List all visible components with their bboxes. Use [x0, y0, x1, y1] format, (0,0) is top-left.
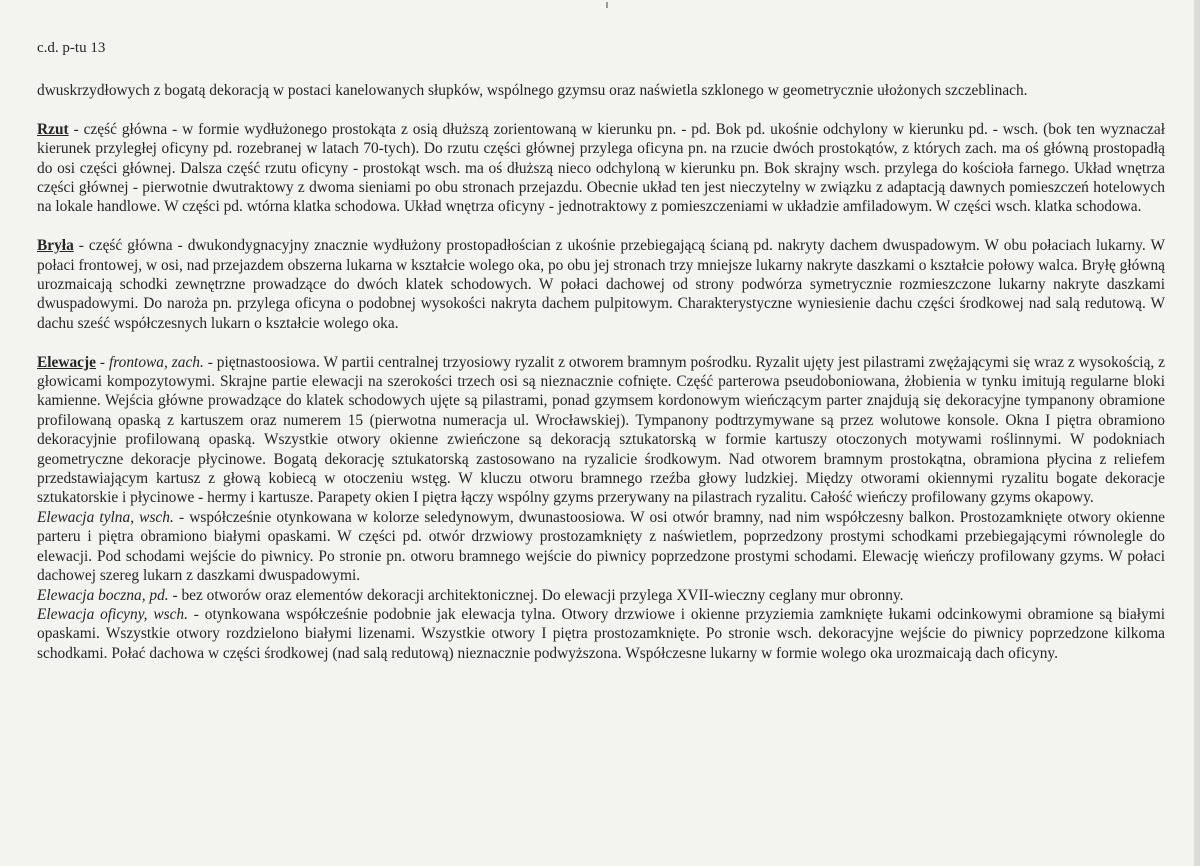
boczna-label: Elewacja boczna, pd. [37, 586, 169, 604]
elewacja-boczna-paragraph [37, 586, 1165, 605]
elewacje-heading: Elewacje [37, 353, 96, 371]
rzut-text: - część główna - w formie wydłużonego prostokąta z osią dłuższą zorientowaną w kierunku pn. - pd. Bok pd. ukośnie odchylony w kierunku pd. - wsch. (bok ten wyznaczał kierunek przyległej oficyny pd. rozebranej w latach 70-tych). Do rzutu części głównej przylega oficyna pn. na rzucie dwóch prostokątów, z których zach. ma oś główną prostopadłą do osi części głównej. Dalsza część rzutu oficyny - prostokąt wsch. ma oś dłuższą nieco odchyloną w kierunku pn. Bok skrajny wsch. przylega do kościoła farnego. Układ wnętrza części głównej - pierwotnie dwutraktowy z dwoma sieniami po obu stronach przejazdu. Obecnie układ ten jest nieczytelny w związku z adaptacją dawnych pomieszczeń hotelowych na lokale handlowe. W części pd. wtórna klatka schodowa. Układ wnętrza oficyny - jednotraktowy z pomieszczeniami w układzie amfiladowym. W części wsch. klatka schodowa. [37, 120, 1165, 216]
frontowa-label: frontowa, zach. [108, 353, 204, 371]
oficyny-text: - otynkowana współcześnie podobnie jak elewacja tylna. Otwory drzwiowe i okienne przyziemia zamknięte łukami odcinkowymi obramione są białymi opaskami. Wszystkie otwory rozdzielono białymi lizenami. Wszystkie otwory I piętra prostozamknięte. Po stronie wsch. dekoracyjne wejście do piwnicy poprzedzone kilkoma schodkami. Połać dachowa w części środkowej (nad salą redutową) nieznacznie podwyższona. Współczesne lukarny w formie wolego oka urozmaicają dach oficyny. [37, 605, 1165, 662]
intro-paragraph: dwuskrzydłowych z bogatą dekoracją w postaci kanelowanych słupków, wspólnego gzymsu oraz naświetla szklonego w geometrycznie ułożonych szczeblinach. [37, 82, 1028, 99]
bryla-heading: Bryła [37, 237, 74, 255]
frontowa-text: - piętnastoosiowa. W partii centralnej trzyosiowy ryzalit z otworem bramnym pośrodku. Ryzalit ujęty jest pilastrami zwężającymi się wraz z wysokością, z głowicami kompozytowymi. Skrajne partie elewacji na szerokości trzech osi są nieznacznie cofnięte. Część parterowa pseudoboniowana, żłobienia w tynku imitują regularne bloki kamienne. Wejścia główne prowadzące do klatek schodowych ujęte są pilastrami, ponad gzymsem kordonowym wieńczącym parter znajdują się dekoracyjne tympanony obramione profilowaną opaską z kartuszem oraz numerem 15 (pierwotna numeracja ul. Wrocławskiej). Tympanony podtrzymywane są przez wolutowe konsole. Okna I piętra obramiono dekoracyjnie profilowaną opaską. Wszystkie otwory okienne zwieńczone są dekoracją sztukatorską w formie kartuszy otoczonych motywami roślinnymi. W podokniach geometryczne dekoracje płycinowe. Bogatą dekorację sztukatorską zastosowano na ryzalicie środkowym. Nad otworem bramnym prostokątna, obramiona płycina z reliefem przedstawiającym kartusz z głową kobiecą w otoczeniu wstęg. W kluczu otworu bramnego rzeźba głowy ludzkiej. Między otworami okiennymi ryzalitu bogate dekoracje sztukatorskie i płycinowe - hermy i kartusze. Parapety okien I piętra łączy wspólny gzyms przerywany na pilastrach ryzalitu. Całość wieńczy profilowany gzyms okapowy. [37, 353, 1166, 507]
oficyny-label: Elewacja oficyny, wsch. [37, 605, 188, 623]
elewacje-frontowa-paragraph [37, 353, 1165, 508]
rzut-paragraph [37, 120, 1165, 217]
page-reference: c.d. p-tu 13 [37, 40, 106, 56]
elewacja-oficyny-paragraph [37, 605, 1165, 663]
tylna-text: - współcześnie otynkowana w kolorze seledynowym, dwunastoosiowa. W osi otwór bramny, nad nim współczesny balkon. Prostozamknięte otwory okienne parteru i piętra obramiono białymi opaskami. W części pd. otwór drzwiowy prostozamknięty z naświetlem, poprzedzony prostymi schodkami przebiegającymi równolegle do elewacji. Pod schodami wejście do piwnicy. Po stronie pn. otworu bramnego wejście do piwnicy poprzedzone prostymi schodami. Elewację wieńczy profilowany gzyms. W połaci dachowej szereg lukarn z daszkami dwuspadowymi. [37, 508, 1165, 585]
bryla-paragraph [37, 236, 1165, 333]
elewacje-separator: - [95, 353, 109, 371]
boczna-text: - bez otworów oraz elementów dekoracji architektonicznej. Do elewacji przylega XVII-wieczny ceglany mur obronny. [168, 586, 904, 604]
edge-mark [606, 2, 608, 8]
document-body [37, 81, 1165, 663]
bryla-text: - część główna - dwukondygnacyjny znacznie wydłużony prostopadłościan z ukośnie przebiegającą ścianą pd. nakryty dachem dwuspadowym. W obu połaciach lukarny. W połaci frontowej, w osi, nad przejazdem obszerna lukarna w kształcie wolego oka, po obu jej stronach trzy mniejsze lukarny nakryte daszkami o kształcie połowy walca. Bryłę główną urozmaicają schodki zewnętrzne prowadzące do dwóch klatek schodowych. W połaci dachowej od strony podwórza symetrycznie rozmieszczone lukarny nakryte daszkami dwuspadowymi. Do naroża pn. przylega oficyna o podobnej wysokości nakryta dachem pulpitowym. Charakterystyczne wyniesienie dachu części środkowej nad salą redutową. W dachu sześć współczesnych lukarn o kształcie wolego oka. [37, 237, 1165, 332]
elewacja-tylna-paragraph [37, 508, 1165, 586]
rzut-heading: Rzut [37, 120, 69, 138]
tylna-label: Elewacja tylna, wsch. [37, 508, 174, 526]
